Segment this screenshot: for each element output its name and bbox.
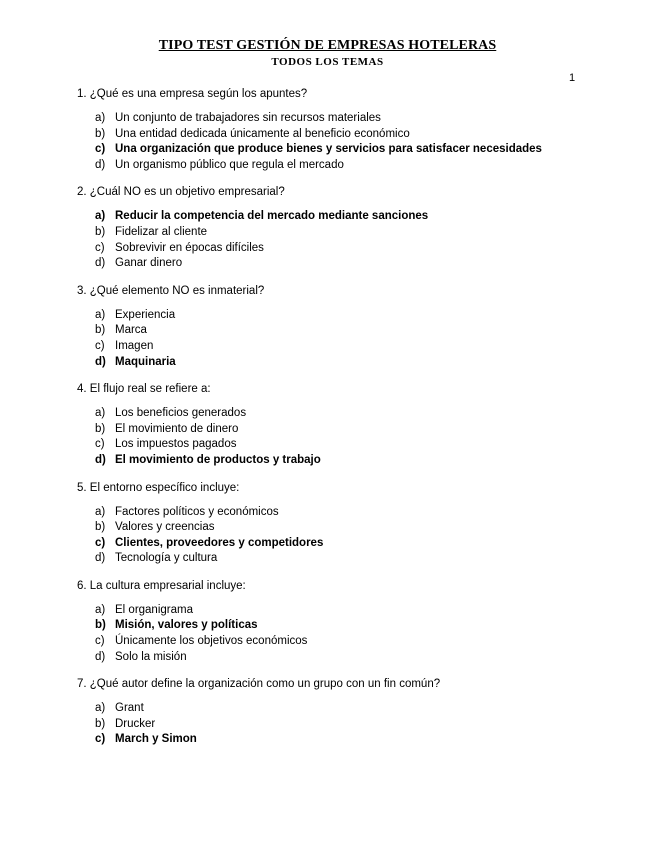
option-letter: d) bbox=[95, 355, 106, 368]
option-letter: d) bbox=[95, 552, 106, 565]
document-subtitle: TODOS LOS TEMAS bbox=[271, 56, 384, 68]
option-letter: c) bbox=[95, 733, 106, 746]
option-text: Reducir la competencia del mercado mediante sanciones bbox=[115, 210, 429, 223]
option-text: Un conjunto de trabajadores sin recursos materiales bbox=[115, 112, 381, 124]
option-a bbox=[95, 308, 617, 324]
option-text: Marca bbox=[115, 324, 147, 337]
option-text: Valores y creencias bbox=[115, 521, 215, 534]
document-title: TIPO TEST GESTIÓN DE EMPRESAS HOTELERAS bbox=[158, 38, 497, 53]
option-letter: d) bbox=[95, 650, 106, 663]
option-c bbox=[95, 241, 617, 257]
question-text: 3. ¿Qué elemento NO es inmaterial? bbox=[77, 284, 265, 297]
option-letter: c) bbox=[95, 635, 105, 648]
option-text: Ganar dinero bbox=[115, 257, 183, 270]
option-d bbox=[95, 256, 617, 272]
option-list bbox=[77, 308, 617, 370]
option-d bbox=[95, 158, 617, 174]
option-letter: b) bbox=[95, 717, 106, 730]
option-b bbox=[95, 127, 617, 143]
option-list bbox=[77, 505, 617, 567]
question-list bbox=[77, 87, 617, 760]
option-a bbox=[95, 701, 617, 717]
option-b bbox=[95, 520, 617, 536]
option-text: Imagen bbox=[115, 339, 154, 352]
option-list bbox=[77, 603, 617, 665]
option-b-correct bbox=[95, 618, 617, 634]
option-letter: c) bbox=[95, 143, 106, 156]
option-letter: d) bbox=[95, 257, 106, 270]
option-c-correct bbox=[95, 536, 617, 552]
option-letter: a) bbox=[95, 210, 106, 223]
option-a bbox=[95, 505, 617, 521]
option-text: Una entidad dedicada únicamente al beneficio económico bbox=[115, 127, 410, 140]
option-text: El movimiento de dinero bbox=[115, 422, 239, 435]
option-text: Solo la misión bbox=[115, 650, 187, 663]
option-d bbox=[95, 551, 617, 567]
option-letter: b) bbox=[95, 225, 106, 238]
option-text: El organigrama bbox=[115, 603, 193, 616]
question-text: 1. ¿Qué es una empresa según los apuntes? bbox=[77, 88, 308, 100]
option-c-correct bbox=[95, 142, 617, 158]
page-number: 1 bbox=[569, 72, 576, 84]
option-letter: b) bbox=[95, 422, 106, 435]
option-text: Experiencia bbox=[115, 308, 176, 321]
question-6 bbox=[77, 579, 617, 665]
option-text: Una organización que produce bienes y servicios para satisfacer necesidades bbox=[115, 143, 542, 156]
option-letter: b) bbox=[95, 127, 106, 140]
option-letter: a) bbox=[95, 407, 106, 420]
question-4 bbox=[77, 382, 617, 468]
question-3 bbox=[77, 284, 617, 370]
option-a-correct bbox=[95, 209, 617, 225]
option-list bbox=[77, 111, 617, 173]
option-a bbox=[95, 603, 617, 619]
option-c bbox=[95, 339, 617, 355]
question-text: 4. El flujo real se refiere a: bbox=[77, 383, 211, 396]
option-letter: c) bbox=[95, 241, 105, 254]
option-d-correct bbox=[95, 355, 617, 371]
option-letter: c) bbox=[95, 438, 105, 451]
option-list bbox=[77, 406, 617, 468]
option-text: Maquinaria bbox=[115, 355, 176, 368]
option-text: March y Simon bbox=[115, 733, 197, 746]
question-text: 7. ¿Qué autor define la organización como un grupo con un fin común? bbox=[77, 678, 441, 691]
option-text: El movimiento de productos y trabajo bbox=[115, 453, 321, 466]
option-letter: a) bbox=[95, 505, 106, 518]
question-text: 6. La cultura empresarial incluye: bbox=[77, 579, 246, 592]
option-c-correct bbox=[95, 732, 617, 748]
question-7 bbox=[77, 677, 617, 748]
option-text: Sobrevivir en épocas difíciles bbox=[115, 241, 264, 254]
option-letter: d) bbox=[95, 453, 106, 466]
option-letter: c) bbox=[95, 339, 105, 352]
option-text: Los beneficios generados bbox=[115, 407, 247, 420]
option-list bbox=[77, 701, 617, 748]
option-letter: a) bbox=[95, 702, 106, 715]
option-a bbox=[95, 111, 617, 127]
option-b bbox=[95, 717, 617, 733]
option-d-correct bbox=[95, 453, 617, 469]
option-b bbox=[95, 422, 617, 438]
option-letter: b) bbox=[95, 521, 106, 534]
option-text: Únicamente los objetivos económicos bbox=[115, 635, 308, 648]
option-d bbox=[95, 650, 617, 666]
option-text: Factores políticos y económicos bbox=[115, 505, 279, 518]
option-letter: a) bbox=[95, 112, 106, 124]
question-1 bbox=[77, 87, 617, 173]
question-text: 5. El entorno específico incluye: bbox=[77, 481, 240, 494]
option-letter: c) bbox=[95, 536, 106, 549]
option-b bbox=[95, 225, 617, 241]
option-list bbox=[77, 209, 617, 271]
question-2 bbox=[77, 185, 617, 271]
option-text: Tecnología y cultura bbox=[115, 552, 218, 565]
option-letter: d) bbox=[95, 158, 106, 171]
option-text: Fidelizar al cliente bbox=[115, 225, 208, 238]
option-letter: a) bbox=[95, 308, 106, 321]
option-text: Grant bbox=[115, 702, 144, 715]
option-c bbox=[95, 437, 617, 453]
option-letter: b) bbox=[95, 619, 106, 632]
option-b bbox=[95, 323, 617, 339]
option-c bbox=[95, 634, 617, 650]
option-text: Misión, valores y políticas bbox=[115, 619, 258, 632]
option-letter: a) bbox=[95, 603, 106, 616]
option-text: Un organismo público que regula el mercado bbox=[115, 158, 344, 171]
option-a bbox=[95, 406, 617, 422]
question-5 bbox=[77, 481, 617, 567]
option-text: Clientes, proveedores y competidores bbox=[115, 536, 324, 549]
option-text: Los impuestos pagados bbox=[115, 438, 237, 451]
question-text: 2. ¿Cuál NO es un objetivo empresarial? bbox=[77, 186, 285, 199]
option-text: Drucker bbox=[115, 717, 156, 730]
option-letter: b) bbox=[95, 324, 106, 337]
